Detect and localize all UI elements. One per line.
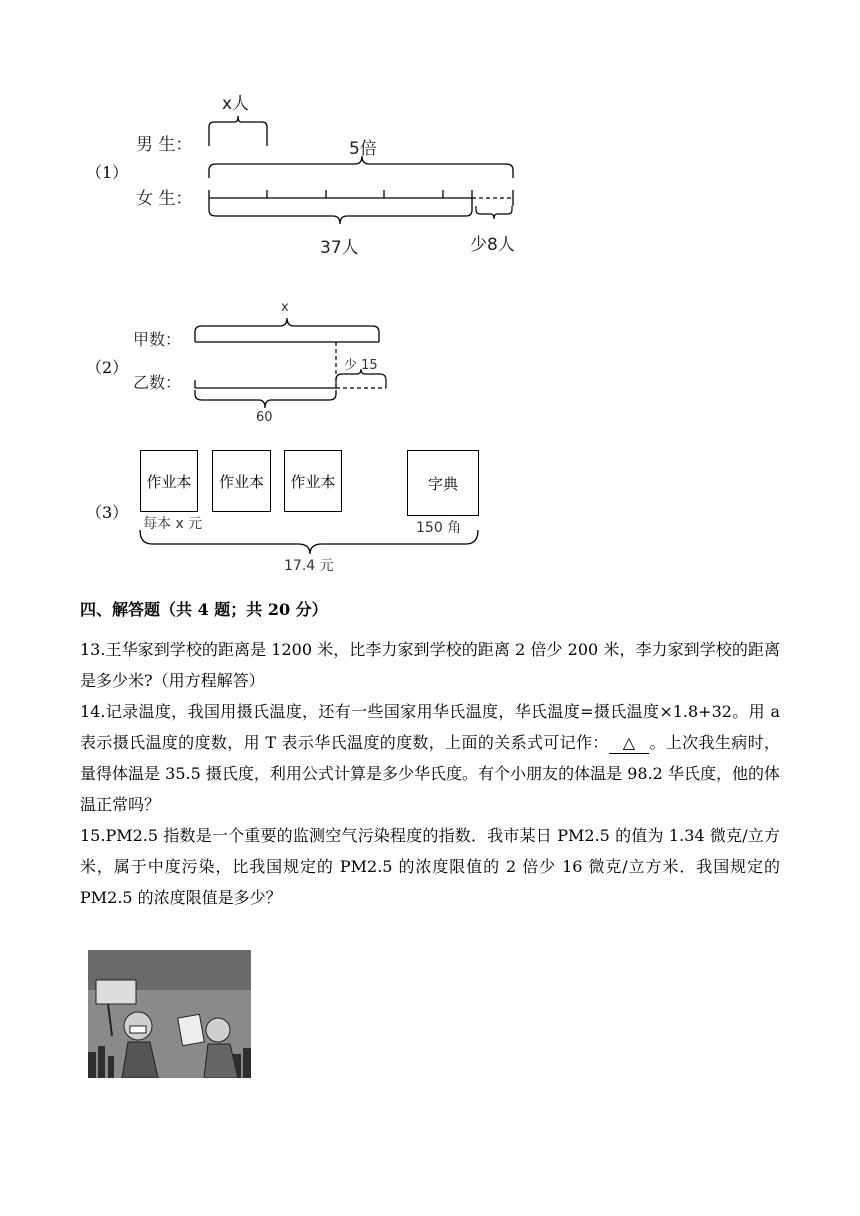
dictionary-box: 字典 — [407, 450, 479, 516]
q14-answer-blank[interactable]: △ — [609, 733, 649, 754]
q14-text-before: 14.记录温度，我国用摄氏温度，还有一些国家用华氏温度，华氏温度=摄氏温度×1.8+32。用 a 表示摄氏温度的度数，用 T 表示华氏温度的度数，上面的关系式可记作： — [80, 702, 780, 752]
pollution-cartoon-image — [88, 950, 251, 1078]
figure3-label: （3） — [86, 503, 129, 522]
notebook-box-3: 作业本 — [284, 450, 342, 512]
less-eight-brace — [476, 206, 512, 219]
sixty-label: 60 — [256, 410, 273, 425]
figure2-label: （2） — [86, 358, 129, 377]
figure2-diagram — [0, 290, 860, 430]
girl-row-label: 女 生： — [136, 189, 193, 209]
notebook-box-2: 作业本 — [212, 450, 271, 512]
jia-label: 甲数： — [133, 330, 182, 349]
less15-brace — [336, 369, 386, 388]
cartoon-illustration — [88, 950, 251, 1078]
figure1-diagram — [0, 0, 860, 260]
figure1-label: （1） — [86, 163, 129, 182]
less-eight-label: 少8人 — [470, 235, 515, 255]
x-label: x — [281, 300, 289, 315]
question-13: 13.王华家到学校的距离是 1200 米，比李力家到学校的距离 2 倍少 200 米，李力家到学校的距离是多少米?（用方程解答） — [80, 640, 780, 690]
yi-label: 乙数： — [133, 373, 182, 392]
jiao-label: 150 角 — [416, 520, 462, 536]
notebook-box-1: 作业本 — [140, 450, 198, 512]
x-people-label: x人 — [222, 94, 250, 114]
less15-label: 少 15 — [344, 358, 378, 373]
thirty-seven-label: 37人 — [320, 238, 359, 258]
boy-row-label: 男 生： — [136, 135, 193, 155]
q14-text-after: 。上次我生病时，量得体温是 35.5 摄氏度，利用公式计算是多少华氏度。有个小朋友的体温是 98.2 华氏度，他的体温正常吗？ — [80, 733, 780, 814]
five-times-label: 5倍 — [349, 139, 377, 159]
five-times-brace — [209, 156, 513, 178]
each-x-label: 每本 x 元 — [143, 516, 203, 532]
boy-brace — [209, 116, 267, 146]
figure3-brace — [0, 520, 860, 560]
question-14 — [80, 696, 780, 820]
sixty-brace — [195, 390, 336, 408]
section-heading: 四、解答题（共 4 题；共 20 分） — [80, 600, 328, 619]
x-brace — [195, 318, 379, 342]
question-15: 15.PM2.5 指数是一个重要的监测空气污染程度的指数．我市某日 PM2.5 的值为 1.34 微克/立方米，属于中度污染，比我国规定的 PM2.5 的浓度限值的 2 倍少 16 微克/立方米．我国规定的 PM2.5 的浓度限值是多少？ — [80, 826, 780, 907]
total-label: 17.4 元 — [284, 558, 334, 574]
thirty-seven-brace — [209, 206, 472, 224]
